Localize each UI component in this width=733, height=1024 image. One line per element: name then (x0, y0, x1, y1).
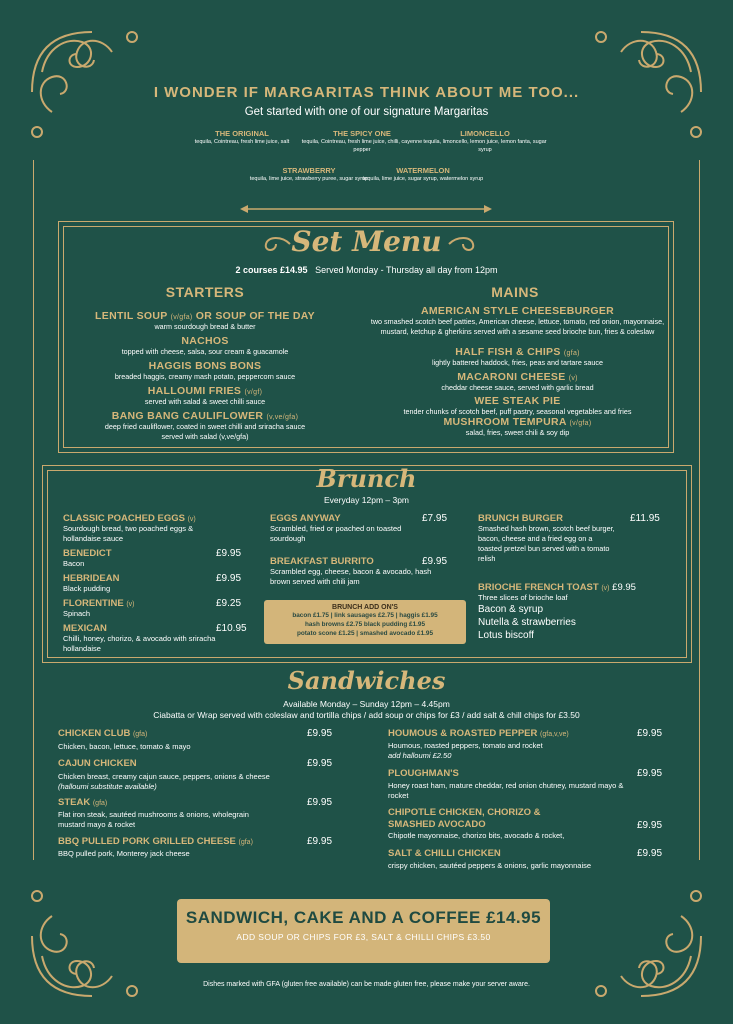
item-tag: (gfa) (132, 731, 148, 738)
starter-item (75, 310, 335, 332)
starters-heading: STARTERS (165, 284, 245, 300)
sandwiches-title: Sandwiches (287, 666, 446, 695)
set-menu-title: Set Menu (291, 225, 442, 258)
set-menu-courses: 2 courses £14.95 (235, 265, 308, 275)
sandwich-deal-banner (177, 899, 550, 963)
item-desc: tender chunks of scotch beef, puff pastry, seasonal vegetables and fries (403, 407, 632, 416)
margarita-desc: tequila, Cointreau, fresh lime juice, salt (194, 139, 290, 145)
brunch-served: Everyday 12pm – 3pm (323, 495, 410, 505)
starter-item (75, 360, 335, 382)
addons-title: BRUNCH ADD ON'S (332, 604, 398, 611)
margarita-item (177, 129, 307, 146)
item-desc: Three slices of brioche loaf (478, 593, 568, 602)
margarita-name: WATERMELON (396, 166, 450, 175)
item-tag: (v) (568, 375, 578, 382)
main-item (365, 395, 670, 417)
item-desc: Honey roast ham, mature cheddar, red onion chutney, mustard mayo & rocket (388, 781, 624, 800)
item-name: BRIOCHE FRENCH TOAST (478, 582, 599, 593)
item-price: £9.25 (216, 598, 242, 609)
item-name: BREAKFAST BURRITO (270, 556, 374, 567)
margarita-desc: tequila, lime juice, sugar syrup, watermelon syrup (362, 176, 484, 182)
sandwiches-info: Ciabatta or Wrap served with coleslaw and tortilla chips / add soup or chips for £3 / add salt & chill chips for £3.50 (153, 710, 580, 720)
item-desc: Scrambled, fried or poached on toasted sourdough (270, 524, 402, 543)
main-item (365, 305, 670, 336)
item-name: MACARONI CHEESE (457, 371, 566, 383)
item-tag: (v/gfa) (170, 314, 193, 321)
item-desc: Scrambled egg, cheese, bacon & avocado, hash brown served with chili jam (270, 567, 432, 586)
item-name-alt: OR SOUP OF THE DAY (192, 310, 315, 322)
set-menu-info (0, 265, 733, 275)
item-name: WEE STEAK PIE (474, 395, 561, 407)
item-name: AMERICAN STYLE CHEESEBURGER (420, 305, 615, 317)
item-name: CLASSIC POACHED EGGS (63, 513, 185, 524)
item-desc: cheddar cheese sauce, served with garlic bread (441, 383, 594, 392)
sandwich-item (388, 848, 628, 871)
sandwich-item (58, 836, 308, 859)
item-name: HOUMOUS & ROASTED PEPPER (388, 728, 538, 739)
item-note: (halloumi substitute available) (58, 782, 157, 791)
item-desc: Chipotle mayonnaise, chorizo bits, avocado & rocket, (388, 831, 565, 840)
margarita-desc: tequila, lime juice, strawberry puree, sugar syrup (249, 176, 369, 182)
brunch-item (478, 582, 688, 642)
item-name: CHIPOTLE CHICKEN, CHORIZO & SMASHED AVOCADO (388, 807, 541, 830)
item-tag: (gfa,v,ve) (540, 731, 569, 738)
set-menu-served: Served Monday - Thursday all day from 12pm (315, 265, 498, 275)
item-price: £9.95 (307, 797, 333, 808)
item-name: HAGGIS BONS BONS (148, 360, 262, 372)
item-name: STEAK (58, 797, 91, 808)
margarita-name: LIMONCELLO (460, 129, 510, 138)
margarita-headline: I WONDER IF MARGARITAS THINK ABOUT ME TOO... (153, 84, 580, 101)
item-tag: (v) (126, 601, 135, 608)
main-item (365, 346, 670, 368)
toast-option: Bacon & syrup (478, 604, 544, 615)
starter-item (75, 410, 335, 441)
item-name: EGGS ANYWAY (270, 513, 341, 524)
flourish-left-icon (262, 232, 292, 254)
addons-line: bacon £1.75 | link sausages £2.75 | haggis £1.95 (292, 612, 438, 619)
sandwiches-served: Available Monday – Sunday 12pm – 4.45pm (283, 699, 450, 709)
brunch-item (63, 513, 253, 544)
toast-option: Nutella & strawberries (478, 617, 576, 628)
main-item (365, 416, 670, 438)
mains-heading: MAINS (491, 284, 539, 300)
item-desc: Houmous, roasted peppers, tomato and rocket (388, 741, 543, 750)
item-desc: Black pudding (63, 584, 111, 593)
item-name: MEXICAN (63, 623, 107, 634)
item-desc: Spinach (63, 609, 91, 618)
item-tag: (gfa) (563, 350, 580, 357)
item-desc: deep fried cauliflower, coated in sweet chilli and sriracha sauce served with salad (v,ve/gfa) (104, 422, 306, 441)
item-price: £10.95 (216, 623, 247, 634)
divider-arrow (236, 202, 496, 216)
item-price: £9.95 (216, 573, 242, 584)
margarita-item (244, 166, 374, 183)
item-desc: warm sourdough bread & butter (154, 322, 256, 331)
brunch-item (270, 513, 420, 544)
item-desc: breaded haggis, creamy mash potato, peppercorn sauce (114, 372, 296, 381)
item-price: £9.95 (637, 820, 663, 831)
item-name: CAJUN CHICKEN (58, 758, 137, 769)
sandwich-item (58, 728, 298, 752)
flourish-right-icon (447, 232, 477, 254)
item-price: £9.95 (307, 728, 333, 739)
item-name: SALT & CHILLI CHICKEN (388, 848, 501, 859)
margarita-subtitle: Get started with one of our signature Margaritas (244, 106, 489, 118)
toast-option: Lotus biscoff (478, 630, 534, 641)
item-desc: Chilli, honey, chorizo, & avocado with sriracha hollandaise (63, 634, 216, 653)
item-desc: Chicken, bacon, lettuce, tomato & mayo (58, 742, 191, 751)
item-tag: (v,ve/gfa) (266, 414, 299, 421)
margarita-item (297, 129, 427, 154)
item-name: BBQ PULLED PORK GRILLED CHEESE (58, 836, 236, 847)
brunch-addons-panel (264, 600, 466, 644)
item-price: £9.95 (422, 556, 448, 567)
item-tag: (v) (187, 516, 196, 523)
sandwich-item (388, 728, 628, 761)
item-tag: (v) (601, 585, 610, 592)
item-name: BANG BANG CAULIFLOWER (111, 410, 264, 422)
starter-item (75, 335, 335, 357)
margarita-name: THE ORIGINAL (215, 129, 269, 138)
starter-item (75, 385, 335, 407)
item-desc: Chicken breast, creamy cajun sauce, peppers, onions & cheese (58, 772, 270, 781)
margarita-desc: tequila, Cointreau, fresh lime juice, chilli, cayenne pepper (301, 139, 423, 153)
item-tag: (gfa) (92, 800, 108, 807)
item-note: add halloumi £2.50 (388, 751, 452, 760)
item-name: NACHOS (181, 335, 229, 347)
sandwich-item (388, 807, 568, 841)
item-price: £9.95 (216, 548, 242, 559)
item-desc: Smashed hash brown, scotch beef burger, bacon, cheese and a fried egg on a toasted pretzel bun served with a tomato relish (478, 524, 615, 563)
margarita-desc: tequila, limoncello, lemon juice, lemon fanta, sugar syrup (423, 139, 547, 153)
item-name: PLOUGHMAN'S (388, 768, 459, 779)
item-name: MUSHROOM TEMPURA (443, 416, 567, 428)
main-item (365, 371, 670, 393)
margarita-name: THE SPICY ONE (333, 129, 391, 138)
item-desc: lightly battered haddock, fries, peas and tartare sauce (431, 358, 603, 367)
deal-subtitle: ADD SOUP OR CHIPS FOR £3, SALT & CHILLI CHIPS £3.50 (236, 932, 491, 942)
item-price: £9.95 (307, 758, 333, 769)
item-tag: (v/gfa) (569, 420, 592, 427)
item-name: BRUNCH BURGER (478, 513, 563, 524)
item-tag: (v/gf) (244, 389, 263, 396)
item-name: HALF FISH & CHIPS (455, 346, 561, 358)
item-desc: salad, fries, sweet chili & soy dip (465, 428, 570, 437)
deal-title: SANDWICH, CAKE AND A COFFEE £14.95 (185, 908, 542, 927)
item-price: £9.95 (307, 836, 333, 847)
item-desc: Bacon (63, 559, 85, 568)
item-desc: two smashed scotch beef patties, American cheese, lettuce, tomato, red onion, mayonnaise, mustard, ketchup & gherkins served with a sesame seed brioche bun, fries & coleslaw (370, 317, 665, 336)
addons-line: potato scone £1.25 | smashed avocado £1.95 (296, 630, 434, 637)
sandwich-item (388, 768, 628, 801)
item-name: HALLOUMI FRIES (147, 385, 242, 397)
item-tag: (gfa) (238, 839, 253, 846)
item-name: FLORENTINE (63, 598, 124, 609)
item-name: BENEDICT (63, 548, 112, 559)
margarita-item (358, 166, 488, 183)
sandwich-item (58, 758, 308, 792)
item-desc: served with salad & sweet chilli sauce (144, 397, 266, 406)
brunch-title: Brunch (316, 464, 417, 493)
item-desc: crispy chicken, sautéed peppers & onions, garlic mayonnaise (388, 861, 592, 870)
item-name: LENTIL SOUP (95, 310, 168, 322)
item-price: £9.95 (637, 848, 663, 859)
item-price: £9.95 (637, 768, 663, 779)
item-desc: BBQ pulled pork, Monterey jack cheese (58, 849, 190, 858)
item-name: HEBRIDEAN (63, 573, 120, 584)
sandwich-item (58, 797, 258, 830)
addons-line: hash browns £2.75 black pudding £1.95 (304, 621, 426, 628)
margarita-name: STRAWBERRY (282, 166, 336, 175)
item-desc: Sourdough bread, two poached eggs & hollandaise sauce (63, 524, 194, 543)
item-price: £9.95 (612, 582, 636, 593)
gluten-free-notice: Dishes marked with GFA (gluten free available) can be made gluten free, please make your server aware. (203, 981, 530, 988)
item-desc: topped with cheese, salsa, sour cream & guacamole (121, 347, 289, 356)
item-price: £9.95 (637, 728, 663, 739)
item-price: £11.95 (630, 513, 660, 524)
item-desc: Flat iron steak, sautéed mushrooms & onions, wholegrain mustard mayo & rocket (58, 810, 249, 829)
margarita-item (420, 129, 550, 154)
item-price: £7.95 (422, 513, 448, 524)
item-name: CHICKEN CLUB (58, 728, 131, 739)
brunch-item (478, 513, 618, 564)
